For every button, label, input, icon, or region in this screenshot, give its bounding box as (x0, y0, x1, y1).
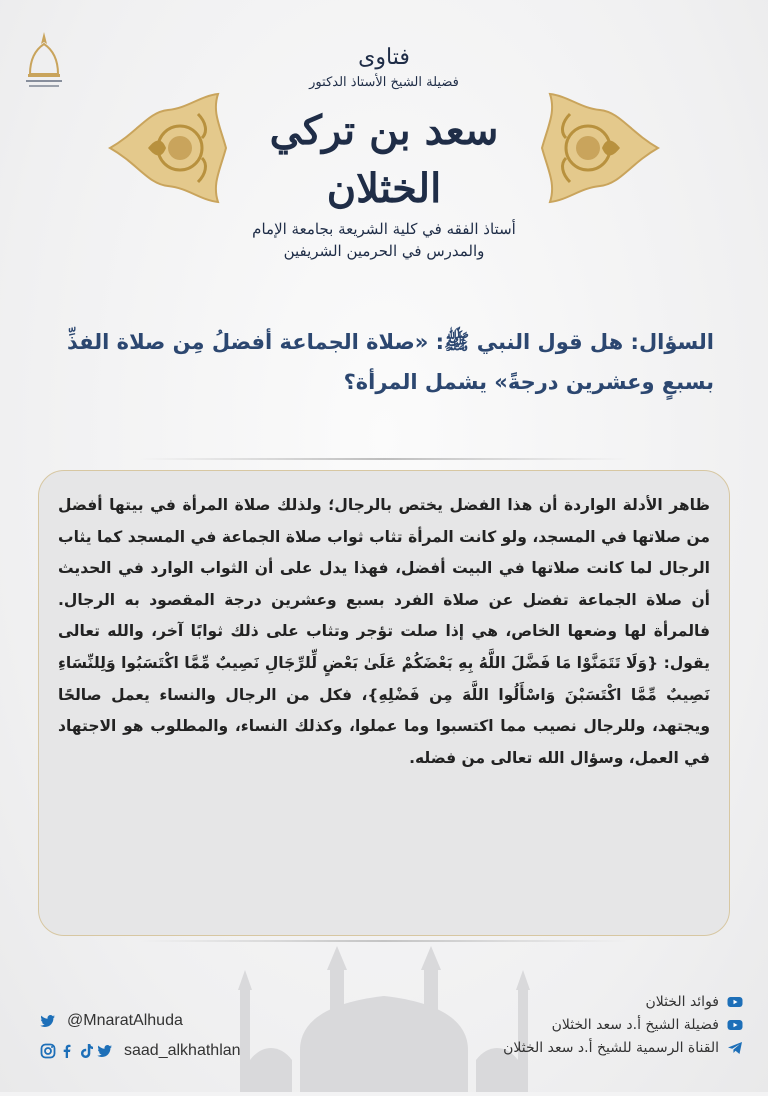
youtube-icon (727, 994, 743, 1010)
tiktok-icon (78, 1043, 94, 1059)
telegram-icon (727, 1040, 743, 1056)
header-title: فضيلة الشيخ الأستاذ الدكتور (309, 75, 459, 90)
twitter-icon (40, 1013, 56, 1029)
header-subtitle-1: أستاذ الفقه في كلية الشريعة بجامعة الإمام (252, 220, 516, 238)
channel-name: فضيلة الشيخ أ.د سعد الخثلان (551, 1016, 719, 1033)
channel-name: فوائد الخثلان (645, 993, 719, 1010)
ornament-left (108, 92, 228, 204)
brand-logo (20, 30, 68, 90)
header (230, 44, 538, 262)
facebook-icon (59, 1043, 75, 1059)
channel-row[interactable] (450, 990, 746, 1013)
social-handle: saad_alkhathlan (124, 1042, 241, 1059)
twitter-handle-row[interactable] (40, 1006, 340, 1036)
answer-text: ظاهر الأدلة الواردة أن هذا الفضل يختص بالرجال؛ ولذلك صلاة المرأة في بيتها أفضل من صلاتها في المسجد، ولو كانت المرأة تثاب ثواب صلاة الجماعة في المسجد كما يثاب الرجال لما كانت صلاتها في البيت أفضل، فهذا يدل على أن الثواب الوارد في الحديث أن صلاة الجماعة تفضل عن صلاة الفرد بسبع وعشرين درجة المقصود به الرجال. فالمرأة لها وضعها الخاص، هي إذا صلت تؤجر وتثاب على ذلك ثوابًا آخر، والله تعالى يقول: {وَلَا تَتَمَنَّوْا مَا فَضَّلَ اللَّهُ بِهِ بَعْضَكُمْ عَلَىٰ بَعْضٍ لِّلرِّجَالِ نَصِيبٌ مِّمَّا اكْتَسَبُوا وَلِلنِّسَاءِ نَصِيبٌ مِّمَّا اكْتَسَبْنَ وَاسْأَلُوا اللَّهَ مِن فَضْلِهِ}، فكل من الرجال والنساء يعمل صالحًا ويجتهد، وللرجال نصيب مما اكتسبوا وما عملوا، وكذلك النساء، والمطلوب هو الاجتهاد في العمل، وسؤال الله تعالى من فضله. (58, 496, 710, 767)
twitter-handle: @MnaratAlhuda (67, 1012, 183, 1029)
ornament-right (540, 92, 660, 204)
instagram-icon (40, 1043, 56, 1059)
channel-name: القناة الرسمية للشيخ أ.د سعد الخثلان (503, 1039, 719, 1056)
question-text: السؤال: هل قول النبي ﷺ: «صلاة الجماعة أفضلُ مِن صلاة الفذِّ بسبعٍ وعشرين درجةً» يشمل المرأة؟ (67, 330, 714, 394)
header-fatawa: فتاوى (358, 45, 410, 70)
youtube-icon (727, 1017, 743, 1033)
footer-social-left (40, 1006, 340, 1066)
channel-row[interactable] (450, 1036, 746, 1059)
footer-channels-right (450, 990, 746, 1059)
channel-row[interactable] (450, 1013, 746, 1036)
question-divider (140, 458, 628, 460)
social-handle-row[interactable] (40, 1036, 340, 1066)
header-subtitle-2: والمدرس في الحرمين الشريفين (283, 242, 485, 260)
scholar-name: سعد بن تركي الخثلان (269, 107, 499, 212)
twitter-icon (97, 1043, 113, 1059)
